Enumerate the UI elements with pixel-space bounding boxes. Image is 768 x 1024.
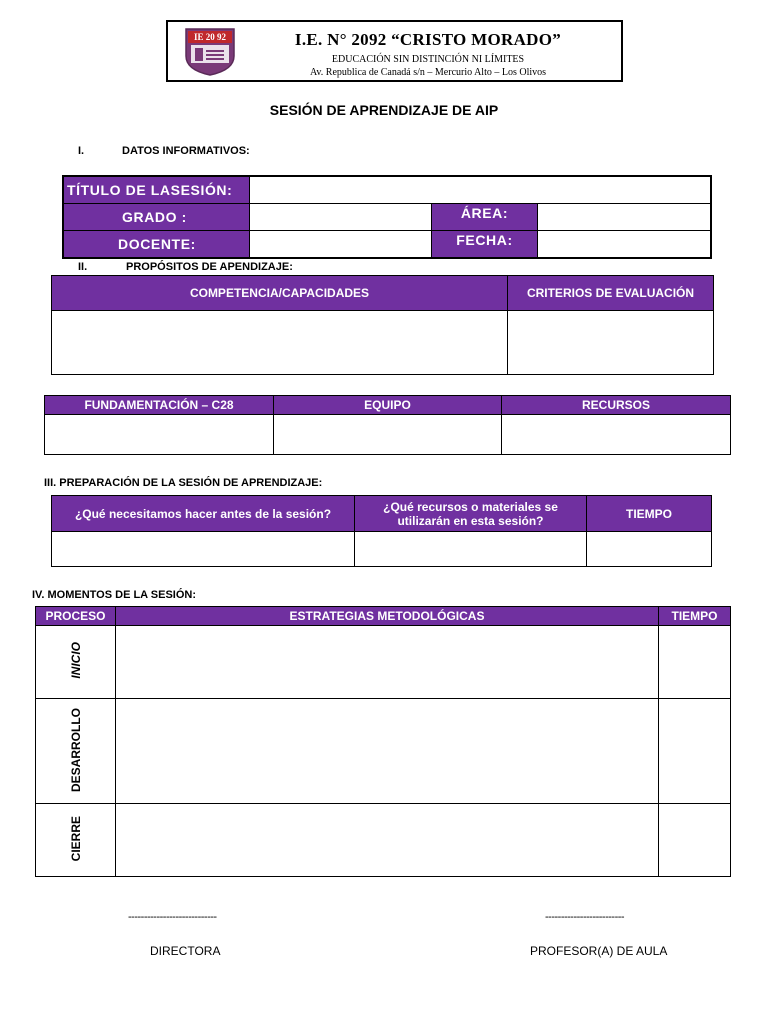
signature-label-directora: DIRECTORA (150, 944, 221, 958)
cell-desarrollo-tiempo[interactable] (659, 699, 731, 804)
cell-cierre-tiempo[interactable] (659, 804, 731, 877)
row-desarrollo-label-cell (36, 699, 116, 804)
signature-line-profesor: ------------------------- (545, 911, 625, 923)
section-3-title: III. PREPARACIÓN DE LA SESIÓN DE APRENDIZAJE: (44, 477, 323, 489)
logo-text: IE 20 92 (193, 32, 227, 42)
cell-competencia[interactable] (52, 311, 508, 375)
header-criterios: CRITERIOS DE EVALUACIÓN (508, 276, 714, 311)
school-address: Av. Republica de Canadá s/n – Mercurio Alto – Los Olivos (309, 67, 547, 78)
input-grado[interactable] (250, 204, 432, 231)
cell-recursos-materiales[interactable] (355, 532, 587, 567)
input-area[interactable] (538, 204, 710, 231)
cell-inicio-estrategias[interactable] (116, 626, 659, 699)
section-1-number: I. (78, 145, 85, 157)
signature-label-profesor: PROFESOR(A) DE AULA (530, 944, 668, 958)
document-title: SESIÓN DE APRENDIZAJE DE AIP (269, 102, 499, 118)
cell-criterios[interactable] (508, 311, 714, 375)
section-1-title: DATOS INFORMATIVOS: (122, 145, 250, 157)
school-name: I.E. N° 2092 “CRISTO MORADO” (294, 30, 562, 49)
cell-cierre-estrategias[interactable] (116, 804, 659, 877)
header-equipo: EQUIPO (274, 396, 502, 415)
header-competencia: COMPETENCIA/CAPACIDADES (52, 276, 508, 311)
cell-inicio-tiempo[interactable] (659, 626, 731, 699)
row-cierre-label-cell (36, 804, 116, 877)
input-docente[interactable] (250, 231, 432, 257)
cell-fundamentacion[interactable] (45, 415, 274, 455)
propositos-table (51, 275, 714, 375)
header-recursos: RECURSOS (502, 396, 731, 415)
fundamentacion-table (44, 395, 731, 455)
cell-equipo[interactable] (274, 415, 502, 455)
label-titulo: TÍTULO DE LASESIÓN: (64, 177, 250, 204)
input-titulo[interactable] (250, 177, 710, 204)
header-proceso: PROCESO (36, 607, 116, 626)
cell-desarrollo-estrategias[interactable] (116, 699, 659, 804)
cell-que-hacer[interactable] (52, 532, 355, 567)
header-recursos-materiales: ¿Qué recursos o materiales se utilizarán en esta sesión? (355, 496, 587, 532)
label-grado: GRADO : (64, 204, 250, 231)
section-2-number: II. (78, 261, 88, 273)
header-tiempo-preparacion: TIEMPO (587, 496, 712, 532)
header-estrategias: ESTRATEGIAS METODOLÓGICAS (116, 607, 659, 626)
label-docente: DOCENTE: (64, 231, 250, 257)
row-cierre-label: CIERRE (68, 815, 83, 862)
label-fecha: FECHA: (432, 231, 538, 257)
info-table (62, 175, 712, 259)
label-area: ÁREA: (432, 204, 538, 231)
row-inicio-label-cell (36, 626, 116, 699)
school-motto: EDUCACIÓN SIN DISTINCIÓN NI LÍMITES (331, 54, 525, 65)
header-que-hacer: ¿Qué necesitamos hacer antes de la sesión? (52, 496, 355, 532)
momentos-table (35, 606, 731, 877)
preparacion-table (51, 495, 712, 567)
header-fundamentacion: FUNDAMENTACIÓN – C28 (45, 396, 274, 415)
row-desarrollo-label: DESARROLLO (68, 707, 83, 792)
input-fecha[interactable] (538, 231, 710, 257)
school-logo (182, 26, 238, 76)
header-tiempo-momentos: TIEMPO (659, 607, 731, 626)
cell-recursos[interactable] (502, 415, 731, 455)
section-4-title: IV. MOMENTOS DE LA SESIÓN: (32, 589, 197, 601)
signature-line-directora: ---------------------------- (128, 911, 217, 923)
cell-tiempo-preparacion[interactable] (587, 532, 712, 567)
section-2-title: PROPÓSITOS DE APENDIZAJE: (126, 261, 293, 273)
row-inicio-label: INICIO (68, 642, 83, 679)
